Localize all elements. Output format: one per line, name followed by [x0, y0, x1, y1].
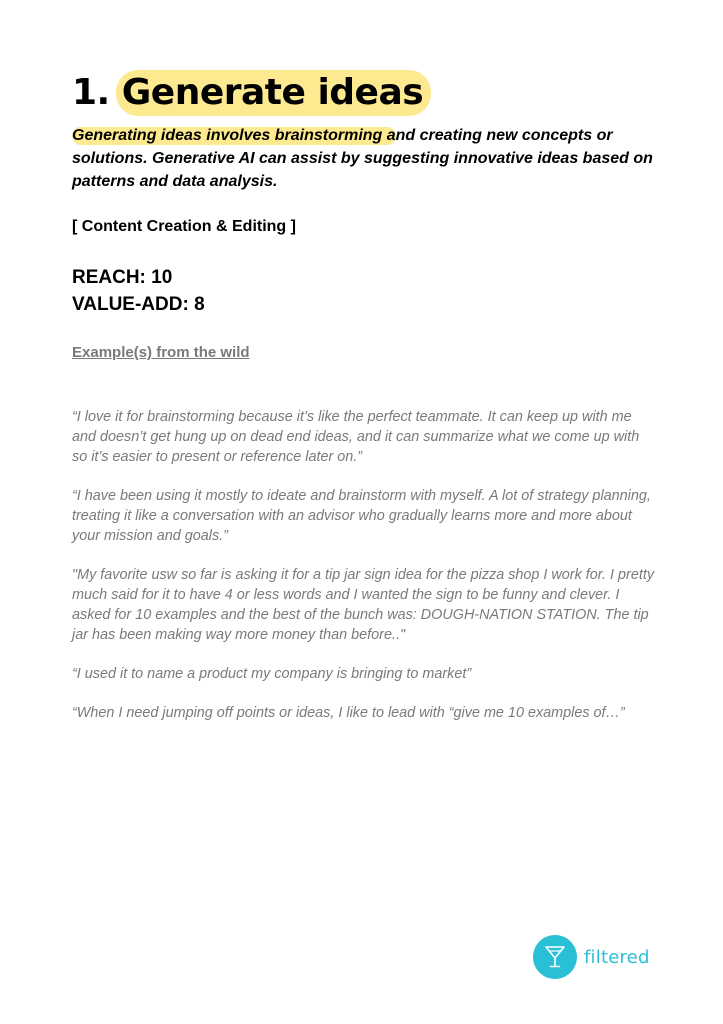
intro-paragraph — [72, 124, 657, 193]
quote-item: “I have been using it mostly to ideate and brainstorm with myself. A lot of strategy planning, treating it like a conversation with an advisor who gradually learns more and more about your mission and goals.” — [72, 488, 651, 544]
intro-highlighted-text: Generating ideas involves brainstorming a — [72, 127, 396, 144]
section-title: Generate ideas — [116, 70, 431, 116]
quotes-list — [72, 407, 657, 742]
quote-item: “I used it to name a product my company is bringing to market” — [72, 666, 472, 682]
category-label: [ Content Creation & Editing ] — [72, 218, 296, 235]
reach-score: REACH: 10 — [72, 267, 173, 288]
section-number: 1. — [72, 72, 110, 113]
examples-heading: Example(s) from the wild — [72, 344, 250, 361]
quote-item: “I love it for brainstorming because it’s like the perfect teammate. It can keep up with me and doesn’t get hung up on dead end ideas, and it can summarize what we come up with so it’s easier to present or reference later on.” — [72, 409, 640, 465]
metrics — [72, 264, 205, 318]
quote-item: “When I need jumping off points or ideas, I like to lead with “give me 10 examples of…” — [72, 705, 625, 721]
filtered-logo — [533, 935, 650, 979]
value-add-score: VALUE-ADD: 8 — [72, 294, 205, 315]
page-title — [72, 70, 431, 116]
quote-item: "My favorite usw so far is asking it for a tip jar sign idea for the pizza shop I work for. I pretty much said for it to have 4 or less words and I wanted the sign to be funny and clever. I asked for 10 examples and the best of the bunch was: DOUGH-NATION STATION. The tip jar has been making way more money than before.." — [72, 567, 655, 643]
funnel-glass-icon — [533, 935, 577, 979]
logo-text: filtered — [584, 946, 650, 968]
intro-text: nd creating new concepts or solutions. Generative AI can assist by suggesting innovative ideas based on patterns and data analysis. — [72, 127, 653, 190]
